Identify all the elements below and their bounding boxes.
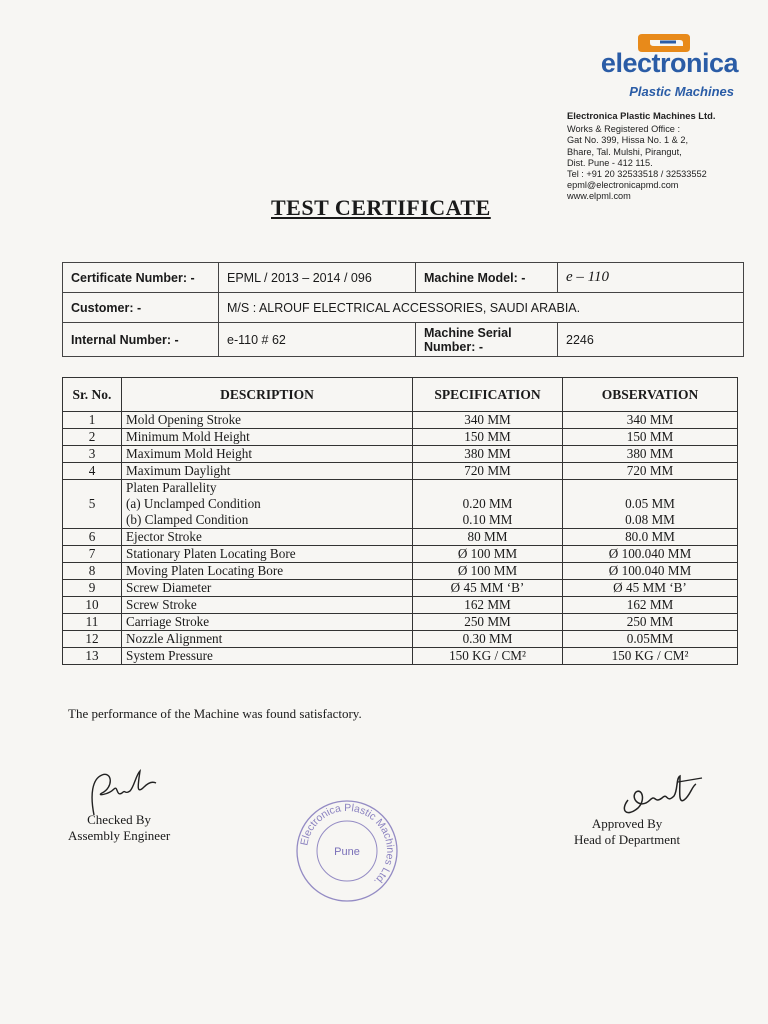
obs-a: 0.05 MM bbox=[625, 496, 675, 511]
approved-by-block bbox=[574, 816, 680, 848]
cell-spec: 340 MM bbox=[413, 412, 563, 429]
cell-sr: 9 bbox=[63, 580, 122, 597]
address-line: Works & Registered Office : bbox=[567, 124, 681, 135]
stamp-center-text: Pune bbox=[334, 846, 360, 858]
checked-by-label: Checked By bbox=[87, 812, 152, 827]
table-row bbox=[63, 480, 738, 529]
cell-spec: 80 MM bbox=[413, 529, 563, 546]
cell-sr: 1 bbox=[63, 412, 122, 429]
desc-sub-a: (a) Unclamped Condition bbox=[126, 496, 261, 511]
cell-sr: 10 bbox=[63, 597, 122, 614]
cell-desc: Maximum Daylight bbox=[122, 463, 413, 480]
cell-spec: Ø 45 MM ‘B’ bbox=[413, 580, 563, 597]
spec-b: 0.10 MM bbox=[462, 512, 513, 527]
stamp-ring-text: Electronica Plastic Machines Ltd. bbox=[298, 801, 397, 888]
table-row bbox=[63, 597, 738, 614]
customer-value: M/S : ALROUF ELECTRICAL ACCESSORIES, SAUDI ARABIA. bbox=[219, 293, 744, 323]
spec-a: 0.20 MM bbox=[462, 496, 513, 511]
cell-obs: 720 MM bbox=[563, 463, 738, 480]
cell-desc: Nozzle Alignment bbox=[122, 631, 413, 648]
cell-obs: 340 MM bbox=[563, 412, 738, 429]
cell-sr: 12 bbox=[63, 631, 122, 648]
cell-sr: 6 bbox=[63, 529, 122, 546]
cell-spec: Ø 100 MM bbox=[413, 546, 563, 563]
cell-obs: 150 KG / CM² bbox=[563, 648, 738, 665]
performance-statement: The performance of the Machine was found satisfactory. bbox=[68, 706, 362, 721]
cell-desc: Mold Opening Stroke bbox=[122, 412, 413, 429]
cell-desc: Screw Stroke bbox=[122, 597, 413, 614]
table-header-row bbox=[63, 378, 738, 412]
approved-by-label: Approved By bbox=[591, 816, 663, 831]
table-row bbox=[63, 412, 738, 429]
document-title: TEST CERTIFICATE bbox=[271, 195, 491, 220]
cell-desc: Maximum Mold Height bbox=[122, 446, 413, 463]
cell-spec: Ø 100 MM bbox=[413, 563, 563, 580]
cell-obs bbox=[563, 480, 738, 529]
approved-by-role: Head of Department bbox=[574, 832, 681, 847]
cell-sr: 2 bbox=[63, 429, 122, 446]
table-row bbox=[63, 614, 738, 631]
cert-number-value: EPML / 2013 – 2014 / 096 bbox=[219, 263, 416, 293]
cert-number-label: Certificate Number: - bbox=[63, 263, 219, 293]
header-observation: OBSERVATION bbox=[563, 378, 738, 412]
address-phone: Tel : +91 20 32533518 / 32533552 bbox=[567, 169, 707, 180]
cell-desc: Moving Platen Locating Bore bbox=[122, 563, 413, 580]
cell-obs: Ø 45 MM ‘B’ bbox=[563, 580, 738, 597]
cell-obs: 0.05MM bbox=[563, 631, 738, 648]
cell-sr: 5 bbox=[63, 480, 122, 529]
checked-by-role: Assembly Engineer bbox=[68, 828, 171, 843]
cell-sr: 3 bbox=[63, 446, 122, 463]
table-row bbox=[63, 580, 738, 597]
table-row bbox=[63, 529, 738, 546]
cell-spec: 380 MM bbox=[413, 446, 563, 463]
desc-sub-b: (b) Clamped Condition bbox=[126, 512, 249, 527]
table-row bbox=[63, 563, 738, 580]
cell-obs: 380 MM bbox=[563, 446, 738, 463]
company-address bbox=[567, 110, 763, 203]
cell-desc: Screw Diameter bbox=[122, 580, 413, 597]
cell-obs: Ø 100.040 MM bbox=[563, 563, 738, 580]
cell-desc: Ejector Stroke bbox=[122, 529, 413, 546]
address-email: epml@electronicapmd.com bbox=[567, 180, 679, 191]
table-row bbox=[63, 429, 738, 446]
address-line: Dist. Pune - 412 115. bbox=[567, 157, 653, 168]
machine-model-label: Machine Model: - bbox=[416, 263, 558, 293]
cell-spec: 162 MM bbox=[413, 597, 563, 614]
brand-name: electronica bbox=[600, 48, 738, 78]
address-website: www.elpml.com bbox=[567, 191, 631, 202]
cell-obs: 150 MM bbox=[563, 429, 738, 446]
table-row bbox=[63, 546, 738, 563]
signature-approved-by bbox=[616, 770, 706, 820]
header-sr-no: Sr. No. bbox=[63, 378, 122, 412]
cell-desc bbox=[122, 480, 413, 529]
address-line: Bhare, Tal. Mulshi, Pirangut, bbox=[567, 146, 682, 157]
cell-spec: 250 MM bbox=[413, 614, 563, 631]
cell-spec: 720 MM bbox=[413, 463, 563, 480]
internal-number-label: Internal Number: - bbox=[63, 323, 219, 357]
header-description: DESCRIPTION bbox=[122, 378, 413, 412]
cell-obs: 162 MM bbox=[563, 597, 738, 614]
cell-sr: 11 bbox=[63, 614, 122, 631]
checked-by-block bbox=[68, 812, 170, 844]
desc-main: Platen Parallelity bbox=[126, 480, 217, 495]
cell-sr: 7 bbox=[63, 546, 122, 563]
company-stamp bbox=[292, 796, 402, 906]
company-name: Electronica Plastic Machines Ltd. bbox=[567, 110, 716, 121]
cell-desc: Minimum Mold Height bbox=[122, 429, 413, 446]
internal-number-value: e-110 # 62 bbox=[219, 323, 416, 357]
cell-obs: 250 MM bbox=[563, 614, 738, 631]
cell-sr: 8 bbox=[63, 563, 122, 580]
cell-desc: Stationary Platen Locating Bore bbox=[122, 546, 413, 563]
cell-obs: 80.0 MM bbox=[563, 529, 738, 546]
brand-subtitle: Plastic Machines bbox=[629, 84, 734, 99]
cell-desc: System Pressure bbox=[122, 648, 413, 665]
cell-spec: 150 MM bbox=[413, 429, 563, 446]
cell-desc: Carriage Stroke bbox=[122, 614, 413, 631]
address-line: Gat No. 399, Hissa No. 1 & 2, bbox=[567, 135, 689, 146]
cell-sr: 13 bbox=[63, 648, 122, 665]
cell-sr: 4 bbox=[63, 463, 122, 480]
customer-label: Customer: - bbox=[63, 293, 219, 323]
cell-obs: Ø 100.040 MM bbox=[563, 546, 738, 563]
certificate-info-table bbox=[62, 262, 744, 357]
cell-spec: 0.30 MM bbox=[413, 631, 563, 648]
table-row bbox=[63, 648, 738, 665]
obs-b: 0.08 MM bbox=[625, 512, 675, 527]
machine-model-value: e – 110 bbox=[558, 263, 744, 293]
table-row bbox=[63, 463, 738, 480]
cell-spec: 150 KG / CM² bbox=[413, 648, 563, 665]
machine-serial-value: 2246 bbox=[558, 323, 744, 357]
header-specification: SPECIFICATION bbox=[413, 378, 563, 412]
cell-spec bbox=[413, 480, 563, 529]
table-row bbox=[63, 631, 738, 648]
specification-table bbox=[62, 377, 738, 665]
machine-serial-label: Machine Serial Number: - bbox=[416, 323, 558, 357]
table-row bbox=[63, 446, 738, 463]
